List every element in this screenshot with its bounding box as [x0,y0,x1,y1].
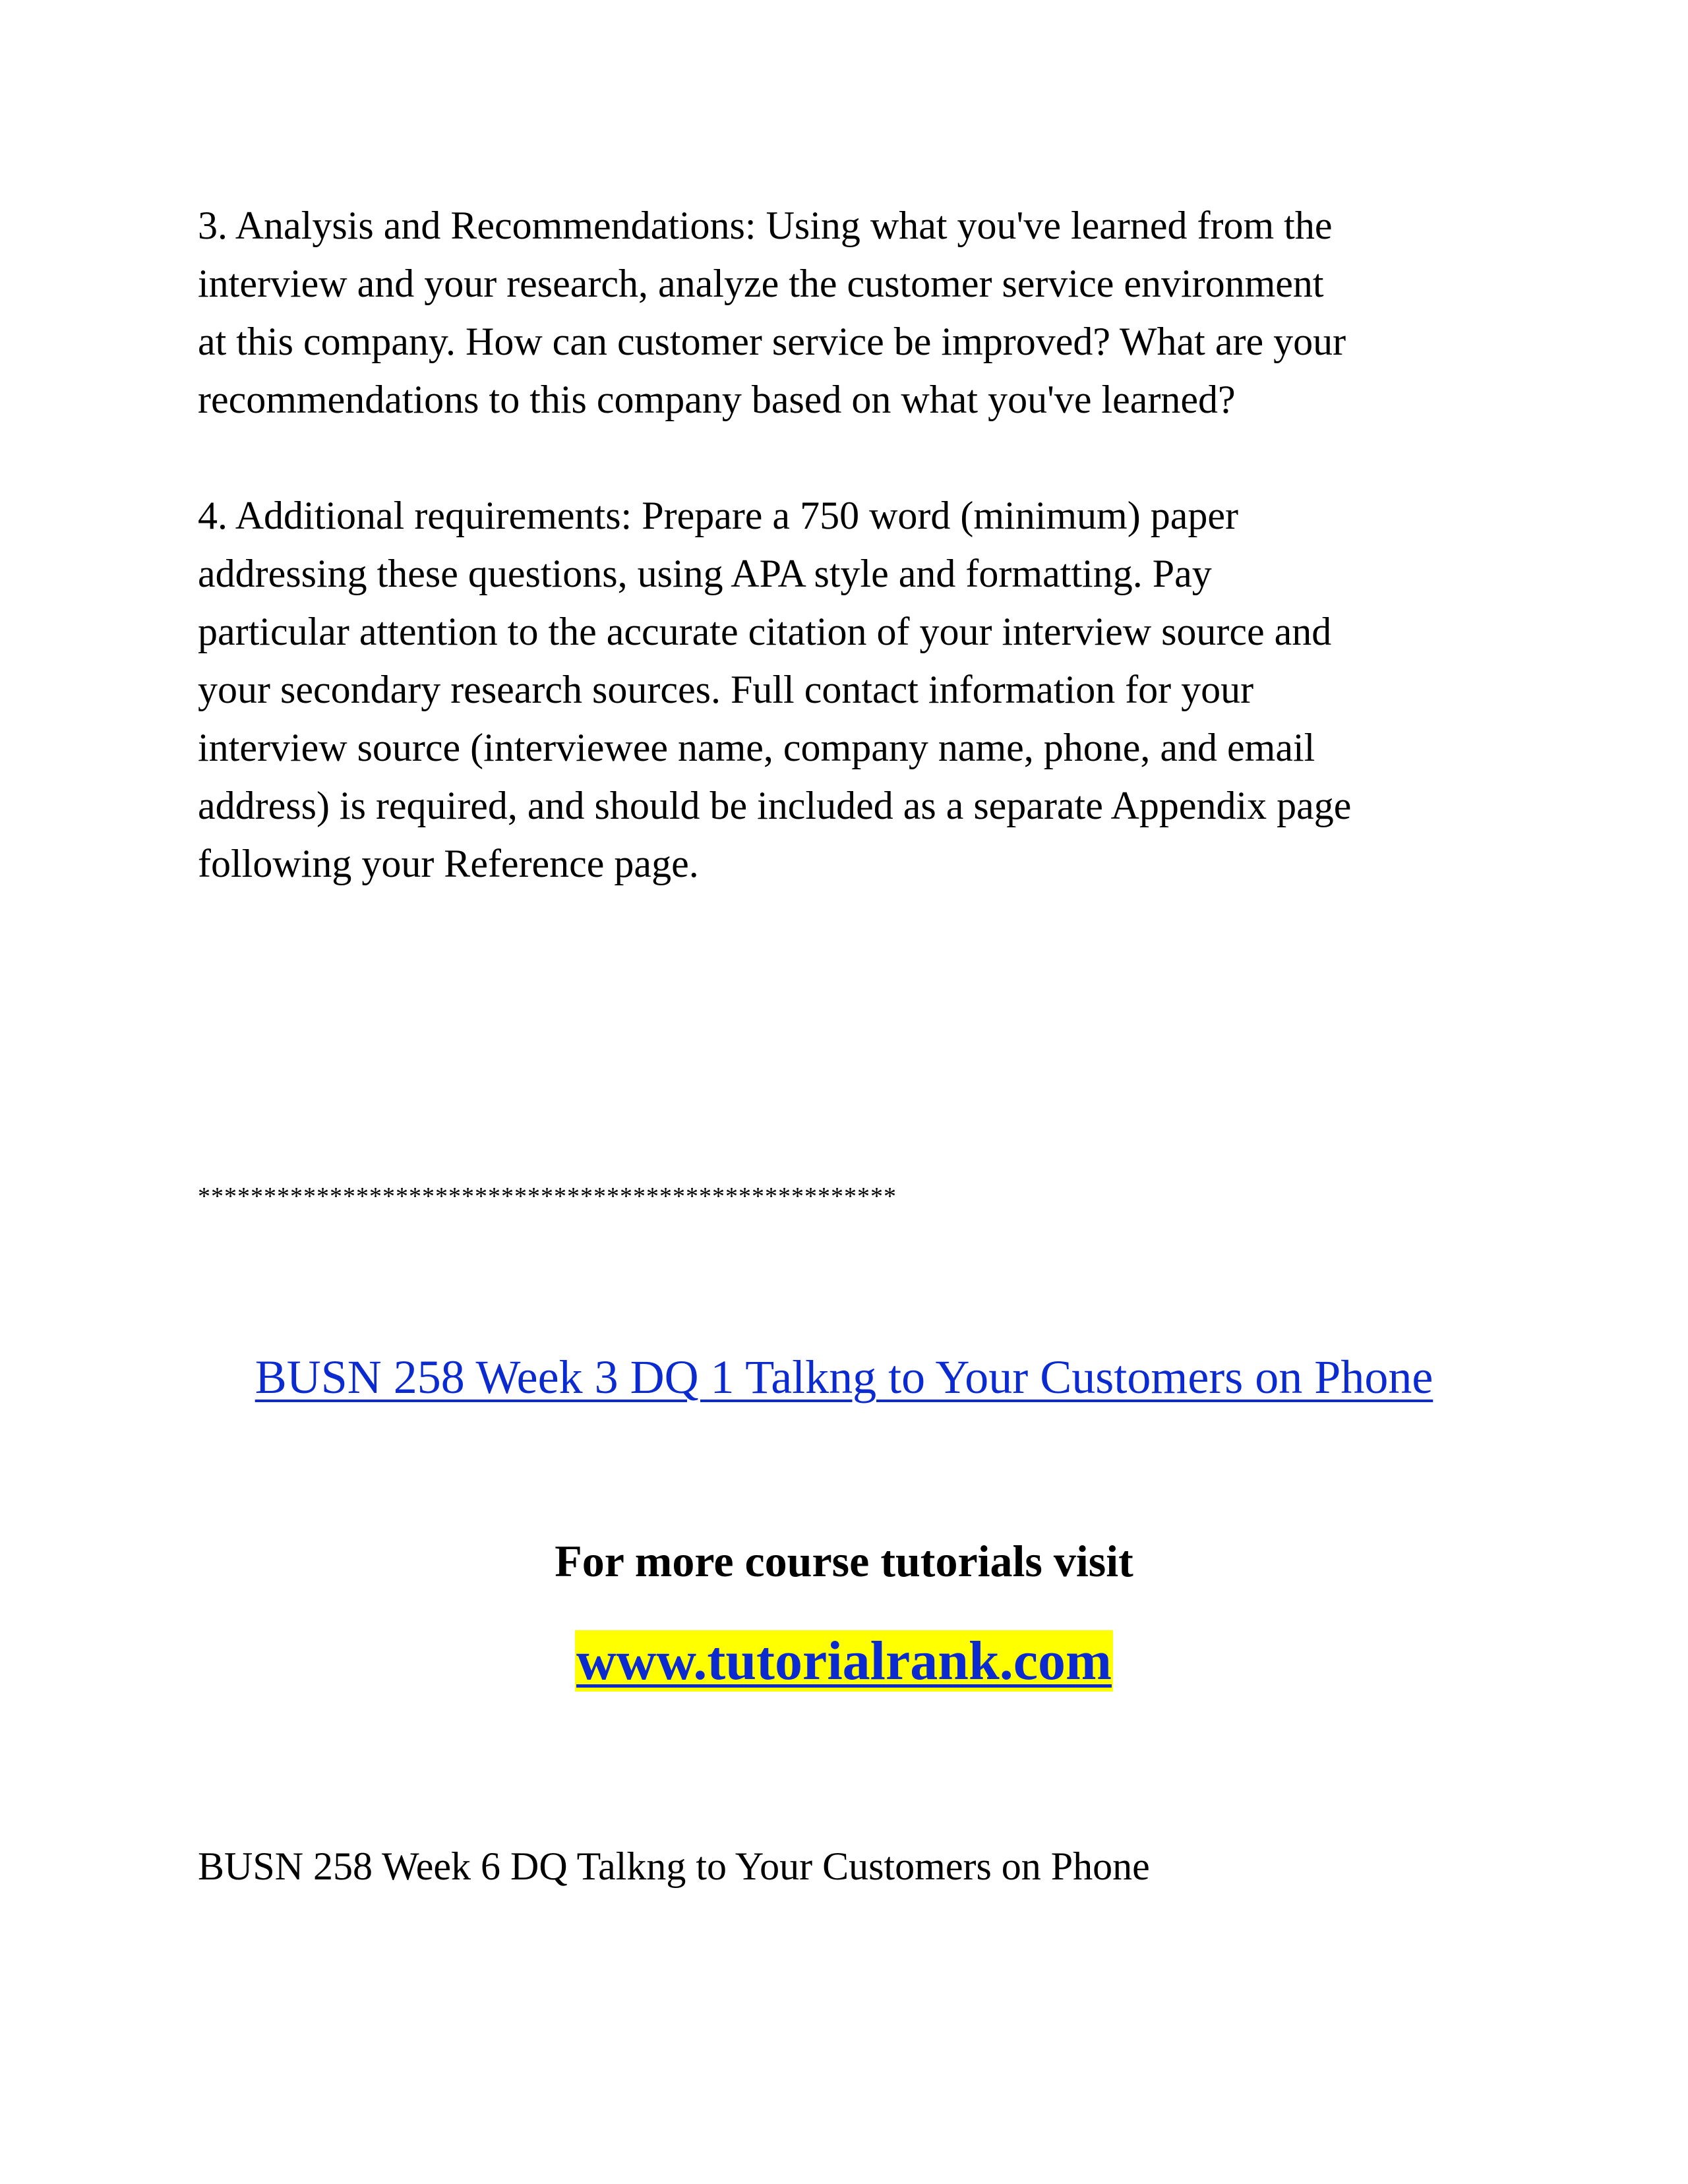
course-link[interactable]: BUSN 258 Week 3 DQ 1 Talkng to Your Customers on Phone [255,1351,1433,1403]
site-link[interactable]: www.tutorialrank.com [576,1630,1112,1692]
analysis-paragraph [198,196,1503,428]
analysis-line: interview and your research, analyze the customer service environment [198,262,1324,305]
additional-requirements-paragraph [198,487,1503,893]
analysis-line: at this company. How can customer service be improved? What are your [198,320,1346,363]
additional-line: address) is required, and should be included as a separate Appendix page [198,784,1352,827]
additional-line: your secondary research sources. Full contact information for your [198,668,1254,711]
additional-line: particular attention to the accurate citation of your interview source and [198,610,1332,653]
site-link-row [0,1628,1688,1694]
course-link-row [0,1347,1688,1407]
tutorials-prompt: For more course tutorials visit [555,1536,1133,1586]
analysis-line: 3. Analysis and Recommendations: Using what you've learned from the [198,204,1333,247]
additional-line: interview source (interviewee name, company name, phone, and email [198,726,1315,769]
analysis-line: recommendations to this company based on what you've learned? [198,378,1236,421]
additional-line: 4. Additional requirements: Prepare a 750 word (minimum) paper [198,494,1238,537]
additional-line: addressing these questions, using APA style and formatting. Pay [198,552,1212,595]
asterisk-divider: ***************************************************** [198,1183,897,1210]
bottom-course-title: BUSN 258 Week 6 DQ Talkng to Your Customers on Phone [198,1845,1150,1888]
additional-line: following your Reference page. [198,842,699,885]
